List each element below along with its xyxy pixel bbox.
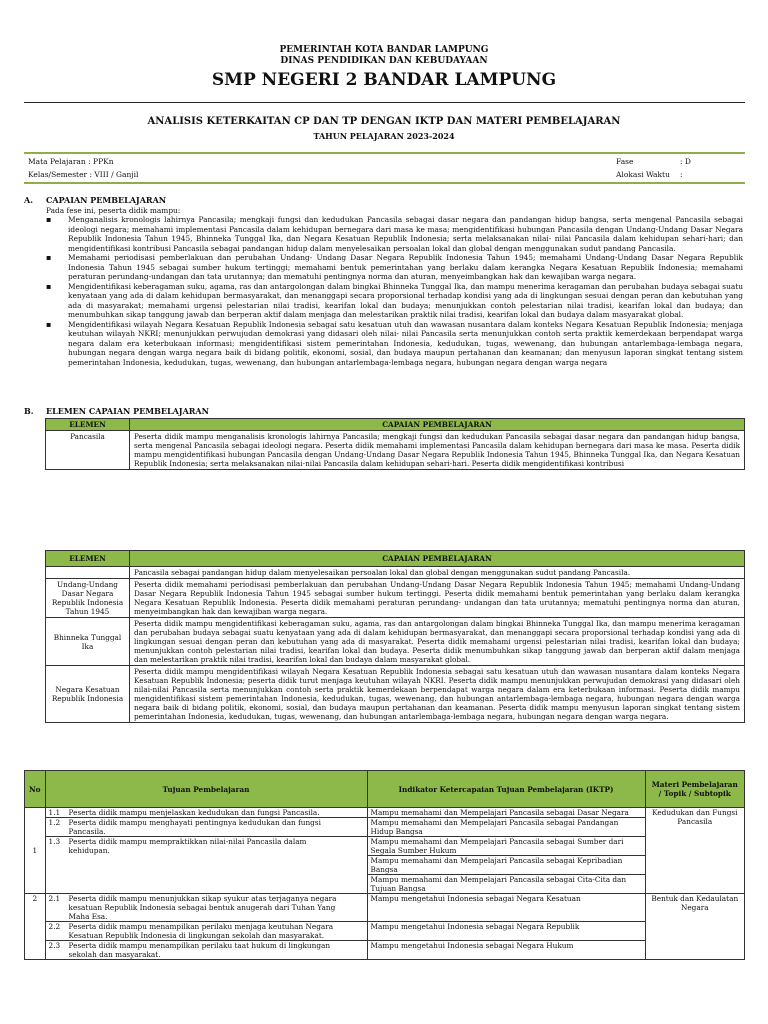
table-row (25, 941, 745, 960)
tp-number: 1.3 (48, 837, 61, 846)
phase-label: Fase (616, 157, 634, 166)
elemen-cell: Pancasila (46, 431, 130, 470)
cp-cell (130, 431, 745, 470)
table-row (46, 431, 745, 470)
section-a-intro: Pada fese ini, peserta didik mampu: (46, 206, 181, 215)
materi-cell: Bentuk dan Kedaulatan Negara (645, 894, 744, 960)
elemen-header: ELEMEN (46, 419, 130, 431)
tp-header: Tujuan Pembelajaran (45, 771, 367, 808)
section-a-title: CAPAIAN PEMBELAJARAN (46, 195, 167, 205)
materi-header: Materi Pembelajaran / Topik / Subtopik (645, 771, 744, 808)
tp-text: Peserta didik mampu menampilkan perilaku menjaga keutuhan Negara Kesatuan Republik Indonesia di lingkungan sekolah dan masyarakat. (68, 922, 334, 940)
elemen-cell: Undang-Undang Dasar Negara Republik Indonesia Tahun 1945 (46, 579, 130, 618)
meta-bottom-border (24, 182, 745, 184)
section-b-letter: B. (24, 406, 34, 416)
iktp-cell: Mampu memahami dan Mempelajari Pancasila sebagai Sumber dari Segala Sumber Hukum (367, 837, 645, 856)
header-divider (24, 102, 745, 103)
row-number: 2 (25, 894, 46, 960)
phase-value: : D (680, 157, 691, 166)
tp-cell (45, 808, 367, 894)
elemen-cell: Bhinneka Tunggal Ika (46, 618, 130, 666)
tp-item (46, 836, 367, 855)
tp-cell (45, 922, 367, 941)
row-number: 1 (25, 808, 46, 894)
section-a-letter: A. (24, 195, 33, 205)
iktp-cell: Mampu memahami dan Mempelajari Pancasila sebagai Pandangan Hidup Bangsa (367, 818, 645, 837)
iktp-cell: Mampu memahami dan Mempelajari Pancasila sebagai Dasar Negara (367, 808, 645, 818)
tp-number: 2.2 (48, 922, 61, 931)
header-block (0, 45, 768, 67)
tp-table (24, 770, 745, 960)
cp-cell: Peserta didik memahami periodisasi pemberlakuan dan perubahan Undang-Undang Dasar Negara Republik Indonesia Tahun 1945; memahami Undang-Undang Dasar Negara Republik Indonesia Tahun 1945 sebagai sumber hukum tertinggi. Peserta didik memahami bentuk pemerintahan yang berlaku dalam kerangka Negara Kesatuan Republik Indonesia. Peserta didik memahami peraturan perundang- undangan dan tata urutannya; mematuhi pentingnya norma dan aturan, menyeimbangkan hak dan kewajiban warga negara. (130, 579, 745, 618)
tp-number: 2.1 (48, 894, 61, 903)
tp-number: 2.3 (48, 941, 61, 950)
iktp-cell: Mampu mengetahui Indonesia sebagai Negara Kesatuan (367, 894, 645, 922)
table-row (25, 808, 745, 818)
table-row (46, 666, 745, 723)
cp-header: CAPAIAN PEMBELAJARAN (130, 419, 745, 431)
tp-text: Peserta didik mampu menunjukkan sikap syukur atas terjaganya negara kesatuan Republik Indonesia sebagai bentuk anugerah dari Tuhan Yang Maha Esa. (68, 894, 337, 921)
document-title: ANALISIS KETERKAITAN CP DAN TP DENGAN IKTP DAN MATERI PEMBELAJARAN (147, 116, 621, 127)
tp-item (46, 817, 367, 836)
tp-text: Peserta didik mampu menghayati pentingnya kedudukan dan fungsi Pancasila. (68, 818, 321, 836)
tp-item (49, 808, 364, 817)
cp-bullet-item: ▪ Memahami periodisasi pemberlakuan dan perubahan Undang- Undang Dasar Negara Republik Indonesia Tahun 1945; memahami Undang-Undang Dasar Negara Republik Indonesia Tahun 1945 sebagai sumber hukum tertinggi; memahami bentuk pemerintahan yang berlaku dalam kerangka Negara Kesatuan Republik Indonesia; memahami peraturan perundang-undangan dan tata urutannya; dan mematuhi pentingnya norma dan aturan, menyeimbangkan hak dan kewajiban warga negara. (46, 253, 743, 282)
cp-bullet-item: ▪ Menganalisis kronologis lahirnya Pancasila; mengkaji fungsi dan kedudukan Pancasila sebagai dasar negara dan pandangan hidup bangsa, serta mengenal Pancasila sebagai ideologi negara; memahami implementasi Pancasila dalam kehidupan bernegara dari masa ke masa; mengidentifikasi hubungan Pancasila dengan Undang-Undang Dasar Negara Republik Indonesia Tahun 1945, Bhinneka Tunggal Ika, dan Negara Kesatuan Republik Indonesia; serta melaksanakan nilai- nilai Pancasila dalam kehidupan sehari-hari; dan mengidentifikasi kontribusi Pancasila sebagai pandangan hidup dalam menyelesaikan persoalan lokal dan global dengan menggunakan sudut pandang Pancasila. (46, 215, 743, 253)
school-name: SMP NEGERI 2 BANDAR LAMPUNG (211, 70, 557, 90)
tp-number: 1.2 (48, 818, 61, 827)
cp-bullet-list (46, 215, 743, 367)
tp-item (49, 922, 364, 940)
table-row (25, 894, 745, 922)
iktp-cell: Mampu memahami dan Mempelajari Pancasila sebagai Kepribadian Bangsa (367, 856, 645, 875)
cp-cell: Pancasila sebagai pandangan hidup dalam menyelesaikan persoalan lokal dan global dengan menggunakan sudut pandang Pancasila. (130, 567, 745, 579)
elemen-cell: Negara Kesatuan Republik Indonesia (46, 666, 130, 723)
table-row (46, 567, 745, 579)
meta-top-border (24, 152, 745, 154)
section-b-title: ELEMEN CAPAIAN PEMBELAJARAN (46, 406, 209, 416)
time-value: : (680, 170, 683, 179)
table-row (46, 618, 745, 666)
elemen-table-page2 (45, 550, 745, 723)
tp-cell (45, 894, 367, 922)
iktp-header: Indikator Ketercapaian Tujuan Pembelajaran (IKTP) (367, 771, 645, 808)
table-row (46, 579, 745, 618)
tp-text: Peserta didik mampu menampilkan perilaku taat hukum di lingkungan sekolah dan masyarakat. (68, 941, 331, 959)
tp-item (49, 941, 364, 959)
table-row (25, 922, 745, 941)
no-header: No (25, 771, 46, 808)
tp-text: Peserta didik mampu menjelaskan kedudukan dan fungsi Pancasila. (68, 808, 320, 817)
cp-bullet-item: ▪ Mengidentifikasi keberagaman suku, agama, ras dan antargolongan dalam bingkai Bhinneka Tunggal Ika, dan mampu menerima keragaman dan perubahan budaya sebagai suatu kenyataan yang ada di dalam kehidupan bermasyarakat, dan menanggapi secara proporsional terhadap kondisi yang ada di lingkungan sesuai dengan peran dan kebutuhan yang ada di masyarakat; memahami urgensi pelestarian nilai tradisi, kearifan lokal dan budaya; menunjukkan contoh pelestarian nilai tradisi, kearifan lokal dan budaya; dan menumbuhkan sikap tanggung jawab dan berperan aktif dalam menjaga dan melestarikan praktik nilai tradisi, kearifan lokal dan budaya dalam masyarakat global. (46, 282, 743, 320)
elemen-table-page1 (45, 418, 745, 470)
materi-cell: Kedudukan dan Fungsi Pancasila (645, 808, 744, 894)
time-label: Alokasi Waktu (616, 170, 670, 179)
dept-name: DINAS PENDIDIKAN DAN KEBUDAYAAN (280, 56, 488, 66)
iktp-cell: Mampu mengetahui Indonesia sebagai Negara Republik (367, 922, 645, 941)
cp-cell: Peserta didik mampu mengidentifikasi wilayah Negara Kesatuan Republik Indonesia sebagai satu kesatuan utuh dan wawasan nusantara dalam konteks Negara Kesatuan Republik Indonesia; peserta didik turut menjaga keutuhan wilayah NKRI. Peserta didik mampu menunjukkan perwujudan demokrasi yang didasari oleh nilai-nilai Pancasila serta menunjukkan contoh serta praktik kemerdekaan berpendapat warga negara dalam era keterbukaan informasi. Peserta didik mampu mengidentifikasi sistem pemerintahan Indonesia, kedudukan, tugas, wewenang, dan hubungan antarlembaga-lembaga negara, hubungan negara dengan warga negara baik di bidang politik, ekonomi, sosial, dan budaya maupun pertahanan dan keamanan. Peserta didik mampu menyusun laporan singkat tentang sistem pemerintahan Indonesia, kedudukan, tugas, wewenang, dan hubungan antarlembaga-lembaga negara, hubungan negara dengan warga negara. (130, 666, 745, 723)
tp-text: Peserta didik mampu mempraktikkan nilai-nilai Pancasila dalam kehidupan. (68, 837, 307, 855)
cp-cell-text: Peserta didik mampu menganalisis kronologis lahirnya Pancasila; mengkaji fungsi dan kedudukan Pancasila sebagai dasar negara dan pandangan hidup bangsa, serta mengenal Pancasila sebagai ideologi negara. Peserta didik memahami implementasi Pancasila dalam kehidupan bernegara dari masa ke masa. Peserta didik mampu mengidentifikasi hubungan Pancasila dengan Undang-Undang Dasar Negara Republik Indonesia Tahun 1945, Bhinneka Tunggal Ika, dan Negara Kesatuan Republik Indonesia; serta melaksanakan nilai-nilai Pancasila dalam kehidupan sehari-hari. Peserta didik mengidentifikasi kontribusi (134, 432, 740, 468)
iktp-cell: Mampu mengetahui Indonesia sebagai Negara Hukum (367, 941, 645, 960)
tp-item (49, 894, 364, 921)
cp-cell: Peserta didik mampu mengidentifikasi keberagaman suku, agama, ras dan antargolongan dalam bingkai Bhinneka Tunggal Ika, dan mampu menerima keragaman dan perubahan budaya sebagai suatu kenyataan yang ada di dalam kehidupan bermasyarakat, dan menanggapi secara proporsional terhadap kondisi yang ada di lingkungan sesuai dengan peran dan kebutuhan yang ada di masyarakat. Peserta didik memahami urgensi pelestarian nilai tradisi, kearifan lokal dan budaya; menunjukkan contoh pelestarian nilai tradisi, kearifan lokal dan budaya. Peserta didik menumbuhkan sikap tanggung jawab dan berperan aktif dalam menjaga dan melestarikan praktik nilai tradisi, kearifan lokal dan budaya dalam masyarakat global. (130, 618, 745, 666)
iktp-cell: Mampu memahami dan Mempelajari Pancasila sebagai Cita-Cita dan Tujuan Bangsa (367, 875, 645, 894)
subject-label: Mata Pelajaran : PPKn (28, 157, 114, 166)
class-label: Kelas/Semester : VIII / Ganjil (28, 170, 139, 179)
elemen-cell-empty (46, 567, 130, 579)
tp-cell (45, 941, 367, 960)
elemen-header: ELEMEN (46, 551, 130, 567)
cp-bullet-item: ▪ Mengidentifikasi wilayah Negara Kesatuan Republik Indonesia sebagai satu kesatuan utuh dan wawasan nusantara dalam konteks Negara Kesatuan Republik Indonesia; menjaga keutuhan wilayah NKRI; menunjukkan perwujudan demokrasi yang didasari oleh nilai- nilai Pancasila serta menunjukkan contoh serta praktik kemerdekaan berpendapat warga negara dalam era keterbukaan informasi; mengidentifikasi sistem pemerintahan Indonesia, kedudukan, tugas, wewenang, dan hubungan antarlembaga-lembaga negara, hubungan negara dengan warga negara baik di bidang politik, ekonomi, sosial, dan budaya maupun pertahanan dan keamanan; dan menyusun laporan singkat tentang sistem pemerintahan Indonesia, kedudukan, tugas, wewenang, dan hubungan antarlembaga-lembaga negara, hubungan negara dengan warga negara (46, 320, 743, 368)
tp-number: 1.1 (48, 808, 61, 817)
gov-name: PEMERINTAH KOTA BANDAR LAMPUNG (279, 45, 489, 55)
academic-year: TAHUN PELAJARAN 2023-2024 (313, 131, 455, 141)
cp-header: CAPAIAN PEMBELAJARAN (130, 551, 745, 567)
